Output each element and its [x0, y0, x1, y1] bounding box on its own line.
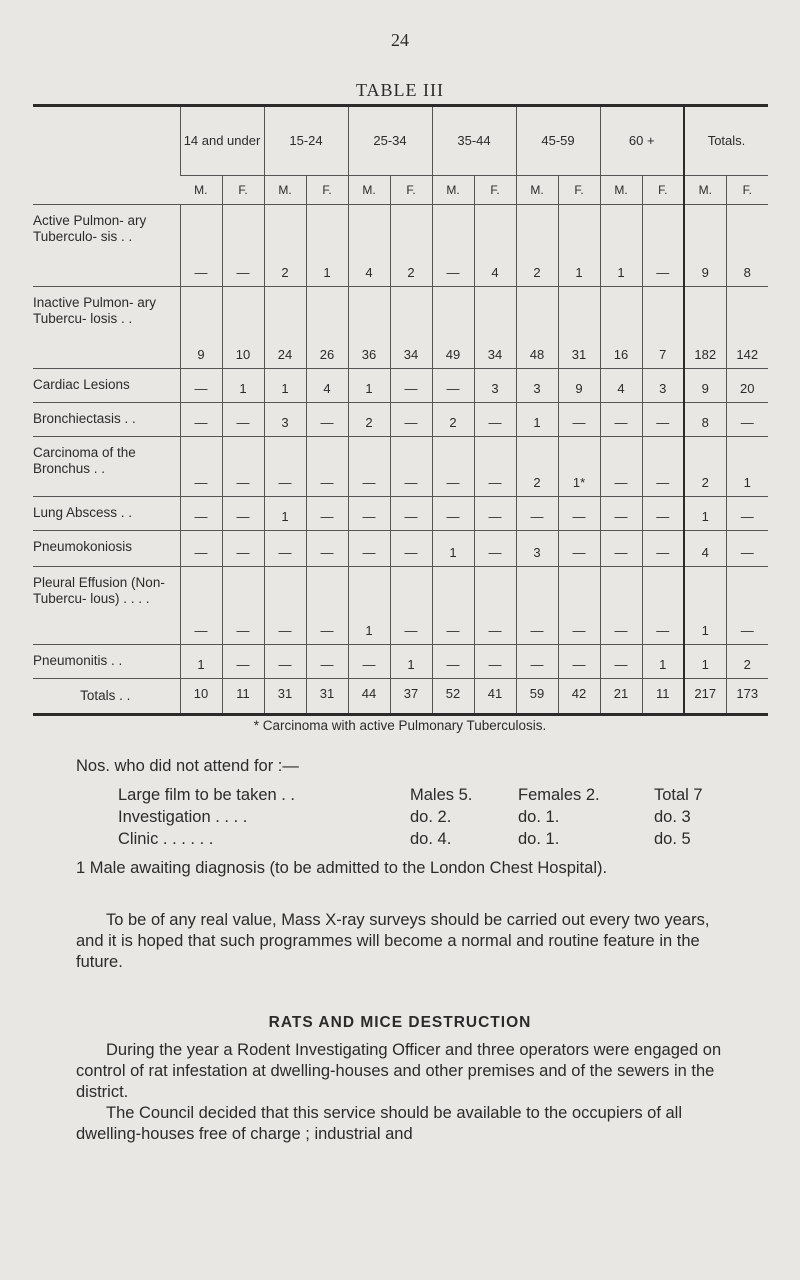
table-cell: 36 — [348, 287, 390, 369]
row-label: Bronchiectasis . . — [33, 403, 180, 437]
table-cell: — — [306, 645, 348, 679]
table-cell: 217 — [684, 679, 726, 715]
table-cell: — — [306, 567, 348, 645]
non-attendance-males: do. 2. — [410, 808, 452, 826]
table-cell: 1 — [726, 437, 768, 497]
table-cell: 2 — [264, 205, 306, 287]
table-container — [33, 104, 768, 716]
table-cell: 9 — [180, 287, 222, 369]
table-cell: — — [222, 497, 264, 531]
table-cell: — — [390, 497, 432, 531]
table-cell: 1 — [306, 205, 348, 287]
sex-header-male: M. — [600, 176, 642, 205]
sex-header-female: F. — [558, 176, 600, 205]
non-attendance-row — [118, 808, 728, 828]
totals-label: Totals . . — [33, 679, 180, 715]
table-cell: 1 — [264, 369, 306, 403]
table-cell: — — [474, 403, 516, 437]
sex-header-male: M. — [516, 176, 558, 205]
survey-paragraph — [76, 910, 731, 973]
non-attendance-total: do. 3 — [654, 808, 691, 826]
row-label: Active Pulmon- ary Tuberculo- sis . . — [33, 205, 180, 287]
row-label: Cardiac Lesions — [33, 369, 180, 403]
table-cell: 1 — [222, 369, 264, 403]
table-row — [33, 287, 768, 369]
table-title: TABLE III — [355, 80, 445, 100]
table-cell: — — [390, 369, 432, 403]
table-cell: 182 — [684, 287, 726, 369]
table-cell: — — [306, 497, 348, 531]
table-cell: 8 — [726, 205, 768, 287]
table-cell: 10 — [180, 679, 222, 715]
table-cell: — — [600, 497, 642, 531]
table-footnote: * Carcinoma with active Pulmonary Tuberculosis. — [253, 718, 547, 733]
table-cell: 9 — [558, 369, 600, 403]
table-cell: 48 — [516, 287, 558, 369]
section-heading: RATS AND MICE DESTRUCTION — [268, 1014, 532, 1031]
table-cell: — — [390, 437, 432, 497]
table-cell: — — [222, 567, 264, 645]
table-cell: — — [222, 437, 264, 497]
table-cell: — — [474, 437, 516, 497]
table-cell: 59 — [516, 679, 558, 715]
table-cell: 3 — [264, 403, 306, 437]
rats-paragraph: The Council decided that this service should be available to the occupiers of all dwelling-houses free of charge ; industrial and — [76, 1104, 683, 1143]
table-cell: — — [558, 497, 600, 531]
table-cell: 1 — [516, 403, 558, 437]
table-cell: — — [348, 497, 390, 531]
table-cell: — — [180, 437, 222, 497]
table-cell: — — [600, 437, 642, 497]
survey-paragraph-text: To be of any real value, Mass X-ray surveys should be carried out every two years, and it is hoped that such programmes will become a normal and routine feature in the future. — [76, 911, 710, 971]
table-cell: 49 — [432, 287, 474, 369]
table-cell: 4 — [306, 369, 348, 403]
table-cell: 8 — [684, 403, 726, 437]
table-cell: 26 — [306, 287, 348, 369]
sex-header-female: F. — [726, 176, 768, 205]
table-cell: — — [642, 437, 684, 497]
table-cell: — — [726, 497, 768, 531]
table-cell: — — [432, 567, 474, 645]
table-cell: — — [222, 531, 264, 567]
non-attendance-row — [118, 830, 728, 850]
table-cell: — — [306, 403, 348, 437]
page-number: 24 — [391, 30, 409, 50]
table-cell: 2 — [432, 403, 474, 437]
awaiting-diagnosis-note: 1 Male awaiting diagnosis (to be admitted to the London Chest Hospital). — [76, 859, 608, 877]
table-cell: 2 — [516, 437, 558, 497]
table-cell: 1* — [558, 437, 600, 497]
table-cell: 20 — [726, 369, 768, 403]
table-row — [33, 497, 768, 531]
table-row — [33, 403, 768, 437]
table-cell: 1 — [558, 205, 600, 287]
non-attendance-females: do. 1. — [518, 808, 560, 826]
table-cell: 2 — [516, 205, 558, 287]
table-cell: 3 — [642, 369, 684, 403]
sex-header-male: M. — [348, 176, 390, 205]
non-attendance-item: Large film to be taken . . — [118, 786, 296, 804]
table-cell: 11 — [222, 679, 264, 715]
table-cell: — — [642, 497, 684, 531]
sex-header-female: F. — [306, 176, 348, 205]
table-cell: — — [264, 567, 306, 645]
table-cell: 1 — [264, 497, 306, 531]
table-row — [33, 567, 768, 645]
table-cell: 31 — [306, 679, 348, 715]
table-cell: 44 — [348, 679, 390, 715]
table-cell: — — [306, 437, 348, 497]
table-cell: — — [642, 205, 684, 287]
non-attendance-item: Clinic . . . . . . — [118, 830, 214, 848]
table-cell: — — [600, 531, 642, 567]
table-cell: — — [516, 567, 558, 645]
age-group-header-row — [33, 106, 768, 176]
table-cell: — — [600, 403, 642, 437]
table-cell: — — [390, 403, 432, 437]
table-cell: — — [348, 531, 390, 567]
row-label: Pneumokoniosis — [33, 531, 180, 567]
table-cell: — — [726, 531, 768, 567]
table-cell: 4 — [474, 205, 516, 287]
table-cell: — — [558, 567, 600, 645]
table-cell: 4 — [600, 369, 642, 403]
row-label: Carcinoma of the Bronchus . . — [33, 437, 180, 497]
non-attendance-females: Females 2. — [518, 786, 600, 804]
rats-section-body — [76, 1040, 731, 1145]
table-row — [33, 531, 768, 567]
table-cell: 9 — [684, 205, 726, 287]
table-cell: 2 — [726, 645, 768, 679]
sex-header-female: F. — [222, 176, 264, 205]
table-cell: — — [600, 645, 642, 679]
sex-header-male: M. — [180, 176, 222, 205]
row-label: Pleural Effusion (Non-Tubercu- lous) . . . . — [33, 567, 180, 645]
table-cell: — — [390, 531, 432, 567]
table-cell: 3 — [516, 369, 558, 403]
rats-paragraph: During the year a Rodent Investigating Officer and three operators were engaged on control of rat infestation at dwelling-houses and other premises and of the sewers in the district. — [76, 1041, 722, 1101]
table-row — [33, 369, 768, 403]
table-cell: — — [474, 567, 516, 645]
table-cell: 52 — [432, 679, 474, 715]
table-cell: 3 — [516, 531, 558, 567]
diseases-table — [33, 104, 768, 716]
table-cell: — — [180, 531, 222, 567]
table-cell: — — [642, 403, 684, 437]
table-cell: 31 — [558, 287, 600, 369]
table-cell: 37 — [390, 679, 432, 715]
row-label: Lung Abscess . . — [33, 497, 180, 531]
table-cell: 2 — [390, 205, 432, 287]
table-cell: — — [264, 531, 306, 567]
table-cell: — — [558, 531, 600, 567]
table-cell: 1 — [684, 497, 726, 531]
non-attendance-males: do. 4. — [410, 830, 452, 848]
table-row — [33, 437, 768, 497]
table-cell: — — [180, 403, 222, 437]
table-cell: 34 — [390, 287, 432, 369]
sex-header-male: M. — [264, 176, 306, 205]
table-cell: 24 — [264, 287, 306, 369]
table-cell: 4 — [348, 205, 390, 287]
table-cell: 1 — [390, 645, 432, 679]
table-cell: — — [432, 437, 474, 497]
table-cell: — — [348, 437, 390, 497]
table-cell: 11 — [642, 679, 684, 715]
table-cell: — — [348, 645, 390, 679]
non-attendance-females: do. 1. — [518, 830, 560, 848]
table-cell: 2 — [684, 437, 726, 497]
table-cell: — — [432, 205, 474, 287]
table-cell: — — [642, 567, 684, 645]
table-body — [33, 205, 768, 715]
table-cell: 42 — [558, 679, 600, 715]
table-cell: — — [264, 645, 306, 679]
table-cell: — — [558, 645, 600, 679]
header-blank — [33, 106, 180, 205]
table-cell: 1 — [684, 645, 726, 679]
non-attendance-heading: Nos. who did not attend for :— — [76, 757, 299, 775]
table-cell: — — [474, 531, 516, 567]
table-cell: — — [306, 531, 348, 567]
table-cell: — — [180, 369, 222, 403]
sex-header-female: F. — [642, 176, 684, 205]
table-cell: — — [180, 567, 222, 645]
table-cell: 1 — [432, 531, 474, 567]
row-label: Inactive Pulmon- ary Tubercu- losis . . — [33, 287, 180, 369]
non-attendance-males: Males 5. — [410, 786, 473, 804]
table-cell: 34 — [474, 287, 516, 369]
table-cell: 1 — [180, 645, 222, 679]
table-cell: — — [726, 403, 768, 437]
table-cell: 31 — [264, 679, 306, 715]
table-cell: 16 — [600, 287, 642, 369]
table-row — [33, 645, 768, 679]
table-cell: 1 — [348, 567, 390, 645]
table-cell: 2 — [348, 403, 390, 437]
table-cell: — — [180, 497, 222, 531]
table-cell: — — [432, 369, 474, 403]
table-cell: — — [600, 567, 642, 645]
table-cell: — — [726, 567, 768, 645]
table-cell: 173 — [726, 679, 768, 715]
table-cell: 1 — [600, 205, 642, 287]
table-cell: — — [432, 497, 474, 531]
table-cell: — — [222, 403, 264, 437]
table-cell: 142 — [726, 287, 768, 369]
table-cell: 7 — [642, 287, 684, 369]
non-attendance-row — [118, 786, 728, 806]
table-cell: — — [432, 645, 474, 679]
table-cell: 41 — [474, 679, 516, 715]
table-cell: 1 — [642, 645, 684, 679]
table-cell: — — [558, 403, 600, 437]
table-cell: 3 — [474, 369, 516, 403]
totals-row — [33, 679, 768, 715]
age-group-header: 60 + — [600, 106, 684, 176]
table-cell: 21 — [600, 679, 642, 715]
table-cell: — — [180, 205, 222, 287]
age-group-header: 35-44 — [432, 106, 516, 176]
table-cell: 1 — [348, 369, 390, 403]
sex-header-male: M. — [432, 176, 474, 205]
table-cell: — — [474, 497, 516, 531]
age-group-header: 45-59 — [516, 106, 600, 176]
age-group-header: 14 and under — [180, 106, 264, 176]
row-label: Pneumonitis . . — [33, 645, 180, 679]
non-attendance-item: Investigation . . . . — [118, 808, 248, 826]
age-group-header: 25-34 — [348, 106, 432, 176]
sex-header-female: F. — [390, 176, 432, 205]
table-cell: — — [264, 437, 306, 497]
table-cell: — — [222, 205, 264, 287]
table-cell: 4 — [684, 531, 726, 567]
table-cell: — — [516, 645, 558, 679]
table-cell: — — [222, 645, 264, 679]
sex-header-female: F. — [474, 176, 516, 205]
non-attendance-total: do. 5 — [654, 830, 691, 848]
table-cell: 10 — [222, 287, 264, 369]
table-cell: — — [516, 497, 558, 531]
table-cell: — — [474, 645, 516, 679]
sex-header-male: M. — [684, 176, 726, 205]
totals-header: Totals. — [684, 106, 768, 176]
table-cell: — — [642, 531, 684, 567]
table-cell: 9 — [684, 369, 726, 403]
non-attendance-total: Total 7 — [654, 786, 703, 804]
table-cell: — — [390, 567, 432, 645]
table-row — [33, 205, 768, 287]
table-cell: 1 — [684, 567, 726, 645]
age-group-header: 15-24 — [264, 106, 348, 176]
